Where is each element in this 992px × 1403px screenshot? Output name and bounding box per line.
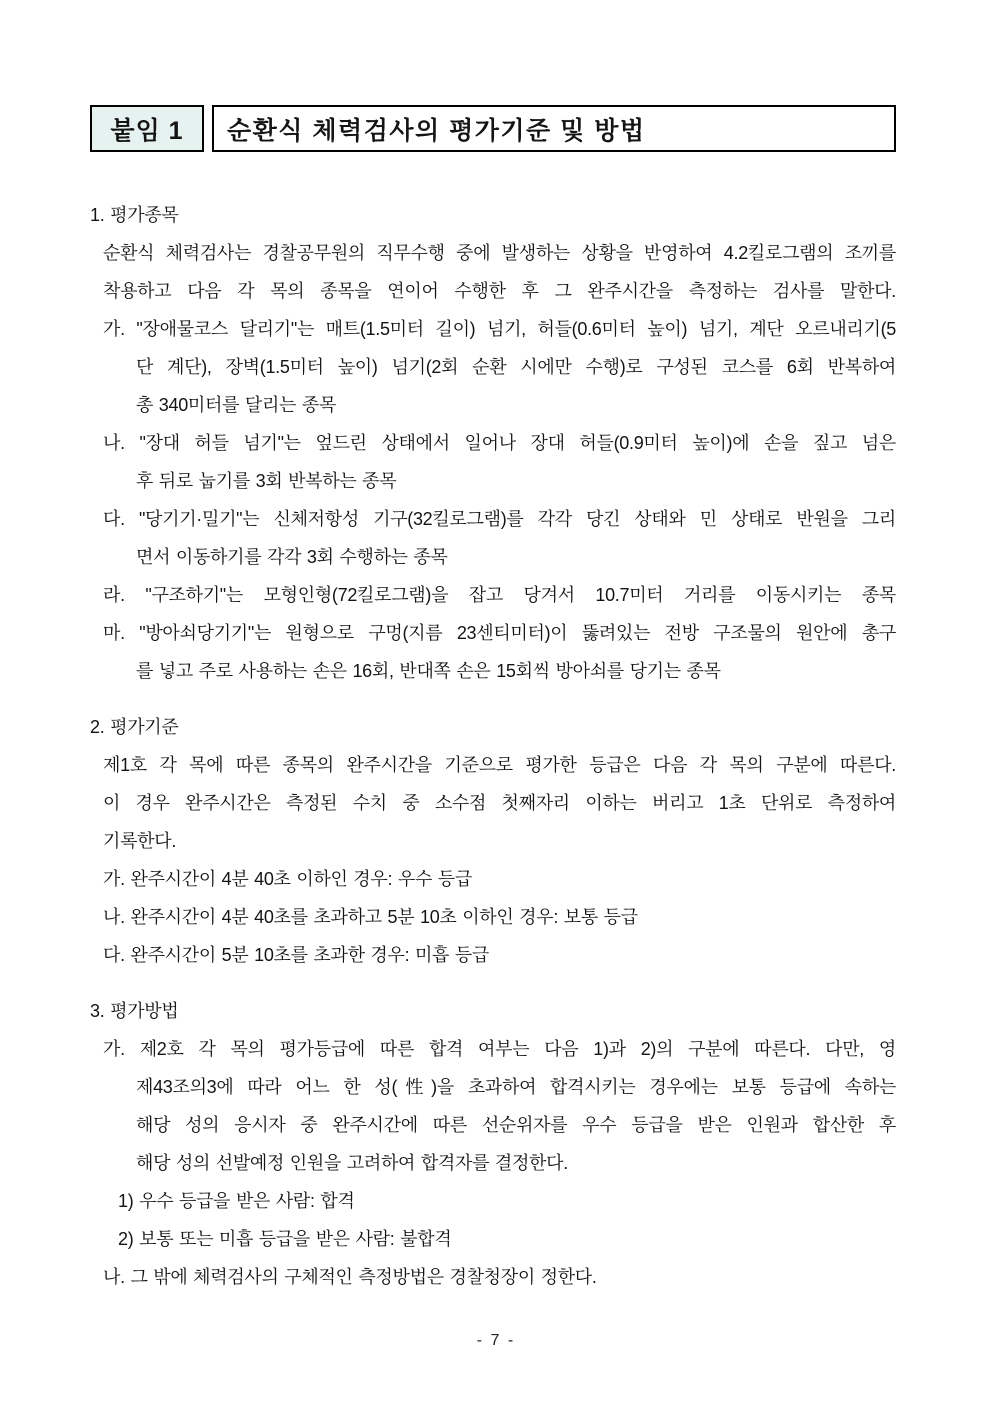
section-heading: 3. 평가방법 bbox=[90, 1001, 179, 1021]
page-number: - 7 - bbox=[476, 1332, 516, 1349]
text-line: 가. "장애물코스 달리기"는 매트(1.5미터 길이) 넘기, 허들(0.6미터 높이) 넘기, 계단 오르내리기(5 bbox=[103, 319, 896, 339]
text-line: 해당 성의 응시자 중 완주시간에 따른 선순위자를 우수 등급을 받은 인원과 합산한 후 bbox=[136, 1115, 896, 1135]
text-line: 나. 완주시간이 4분 40초를 초과하고 5분 10초 이하인 경우: 보통 등급 bbox=[103, 907, 638, 927]
text-line: 마. "방아쇠당기기"는 원형으로 구멍(지름 23센티미터)이 뚫려있는 전방 구조물의 원안에 총구 bbox=[103, 623, 896, 643]
text-line: 가. 제2호 각 목의 평가등급에 따른 합격 여부는 다음 1)과 2)의 구분에 따른다. 다만, 영 bbox=[103, 1039, 896, 1059]
text-line: 단 계단), 장벽(1.5미터 높이) 넘기(2회 순환 시에만 수행)로 구성된 코스를 6회 반복하여 bbox=[136, 357, 896, 377]
page-title: 순환식 체력검사의 평가기준 및 방법 bbox=[212, 105, 896, 152]
text-line: 순환식 체력검사는 경찰공무원의 직무수행 중에 발생하는 상황을 반영하여 4.2킬로그램의 조끼를 bbox=[103, 243, 896, 263]
text-line: 이 경우 완주시간은 측정된 수치 중 소수점 첫째자리 이하는 버리고 1초 단위로 측정하여 bbox=[103, 793, 896, 813]
text-line: 해당 성의 선발예정 인원을 고려하여 합격자를 결정한다. bbox=[136, 1153, 568, 1173]
section-heading: 2. 평가기준 bbox=[90, 717, 179, 737]
document-header bbox=[90, 105, 896, 152]
text-line: 기록한다. bbox=[103, 831, 177, 851]
text-line: 나. 그 밖에 체력검사의 구체적인 측정방법은 경찰청장이 정한다. bbox=[103, 1267, 597, 1287]
text-line: 제1호 각 목에 따른 종목의 완주시간을 기준으로 평가한 등급은 다음 각 목의 구분에 따른다. bbox=[103, 755, 896, 775]
text-line: 를 넣고 주로 사용하는 손은 16회, 반대쪽 손은 15회씩 방아쇠를 당기는 종목 bbox=[136, 661, 721, 681]
text-line: 착용하고 다음 각 목의 종목을 연이어 수행한 후 그 완주시간을 측정하는 검사를 말한다. bbox=[103, 281, 896, 301]
document-page bbox=[90, 105, 896, 1296]
text-line: 1) 우수 등급을 받은 사람: 합격 bbox=[118, 1191, 355, 1211]
text-line: 가. 완주시간이 4분 40초 이하인 경우: 우수 등급 bbox=[103, 869, 472, 889]
text-line: 총 340미터를 달리는 종목 bbox=[136, 395, 337, 415]
document-body bbox=[90, 196, 896, 1296]
section-heading: 1. 평가종목 bbox=[90, 205, 179, 225]
attachment-badge: 붙임 1 bbox=[90, 105, 204, 152]
text-line: 2) 보통 또는 미흡 등급을 받은 사람: 불합격 bbox=[118, 1229, 452, 1249]
text-line: 다. "당기기·밀기"는 신체저항성 기구(32킬로그램)를 각각 당긴 상태와 민 상태로 반원을 그리 bbox=[103, 509, 896, 529]
text-line: 라. "구조하기"는 모형인형(72킬로그램)을 잡고 당겨서 10.7미터 거리를 이동시키는 종목 bbox=[103, 585, 896, 605]
text-line: 제43조의3에 따라 어느 한 성(性)을 초과하여 합격시키는 경우에는 보통 등급에 속하는 bbox=[136, 1077, 896, 1097]
text-line: 나. "장대 허들 넘기"는 엎드린 상태에서 일어나 장대 허들(0.9미터 높이)에 손을 짚고 넘은 bbox=[103, 433, 896, 453]
text-line: 다. 완주시간이 5분 10초를 초과한 경우: 미흡 등급 bbox=[103, 945, 490, 965]
text-line: 후 뒤로 눕기를 3회 반복하는 종목 bbox=[136, 471, 397, 491]
text-line: 면서 이동하기를 각각 3회 수행하는 종목 bbox=[136, 547, 448, 567]
